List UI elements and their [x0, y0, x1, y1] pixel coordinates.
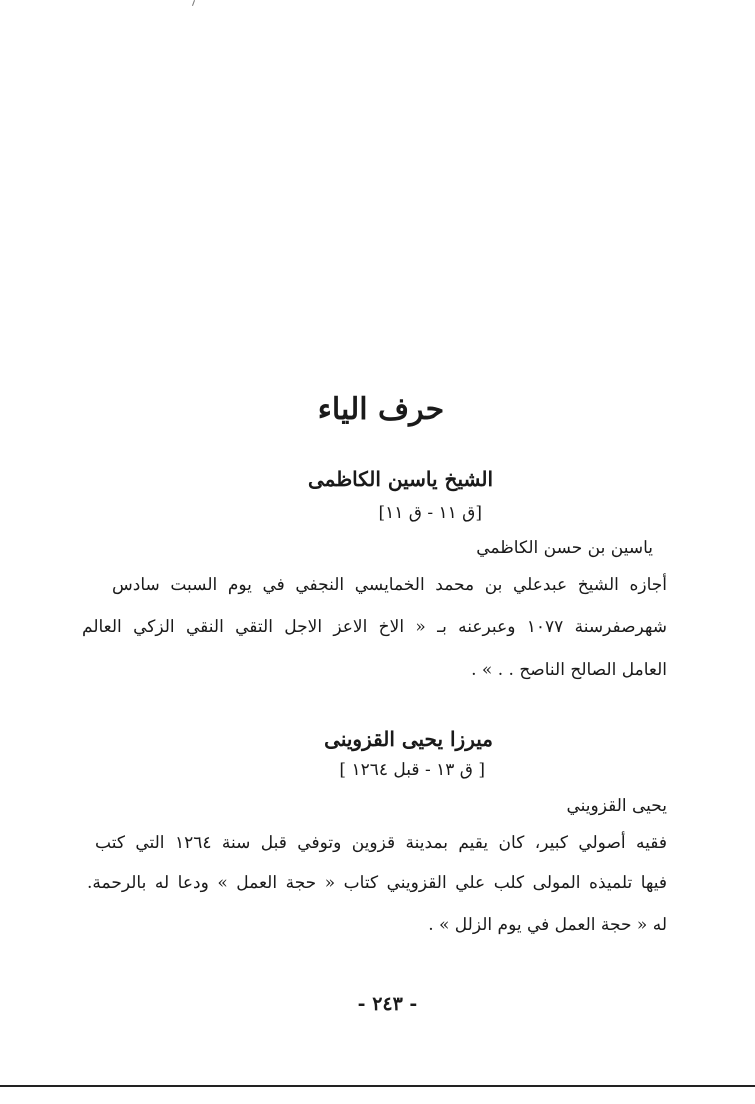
entry-text-line: له « حجة العمل في يوم الزلل » . — [428, 915, 667, 935]
entry-text-line: يحيى القزويني — [566, 796, 667, 816]
entry-text-line: العامل الصالح الناصح . . » . — [471, 660, 667, 680]
entry-title: الشيخ ياسين الكاظمى — [308, 467, 493, 491]
entry-text-line: فقيه أصولي كبير، كان يقيم بمدينة قزوين وتوفي قبل سنة ١٢٦٤ التي كتب — [95, 833, 667, 853]
section-title: حرف الياء — [317, 392, 445, 427]
page-number: - ٢٤٣ - — [357, 993, 418, 1015]
entry-text-line: ياسين بن حسن الكاظمي — [476, 538, 653, 558]
scan-mark — [192, 0, 195, 6]
entry-text-line: شهرصفرسنة ١٠٧٧ وعبرعنه بـ « الاخ الاعز الاجل التقي النقي الزكي العالم — [82, 617, 667, 637]
entry-text-line: فيها تلميذه المولى كلب علي القزويني كتاب « حجة العمل » ودعا له بالرحمة. — [87, 873, 667, 893]
entry-text-line: أجازه الشيخ عبدعلي بن محمد الخمايسي النجفي في يوم السبت سادس — [112, 575, 667, 595]
bottom-rule — [0, 1085, 755, 1087]
entry-title: ميرزا يحيى القزوينى — [324, 727, 493, 751]
entry-dates: [ ق ١٣ - قبل ١٢٦٤ ] — [339, 760, 485, 780]
entry-dates: [ق ١١ - ق ١١] — [378, 503, 482, 523]
